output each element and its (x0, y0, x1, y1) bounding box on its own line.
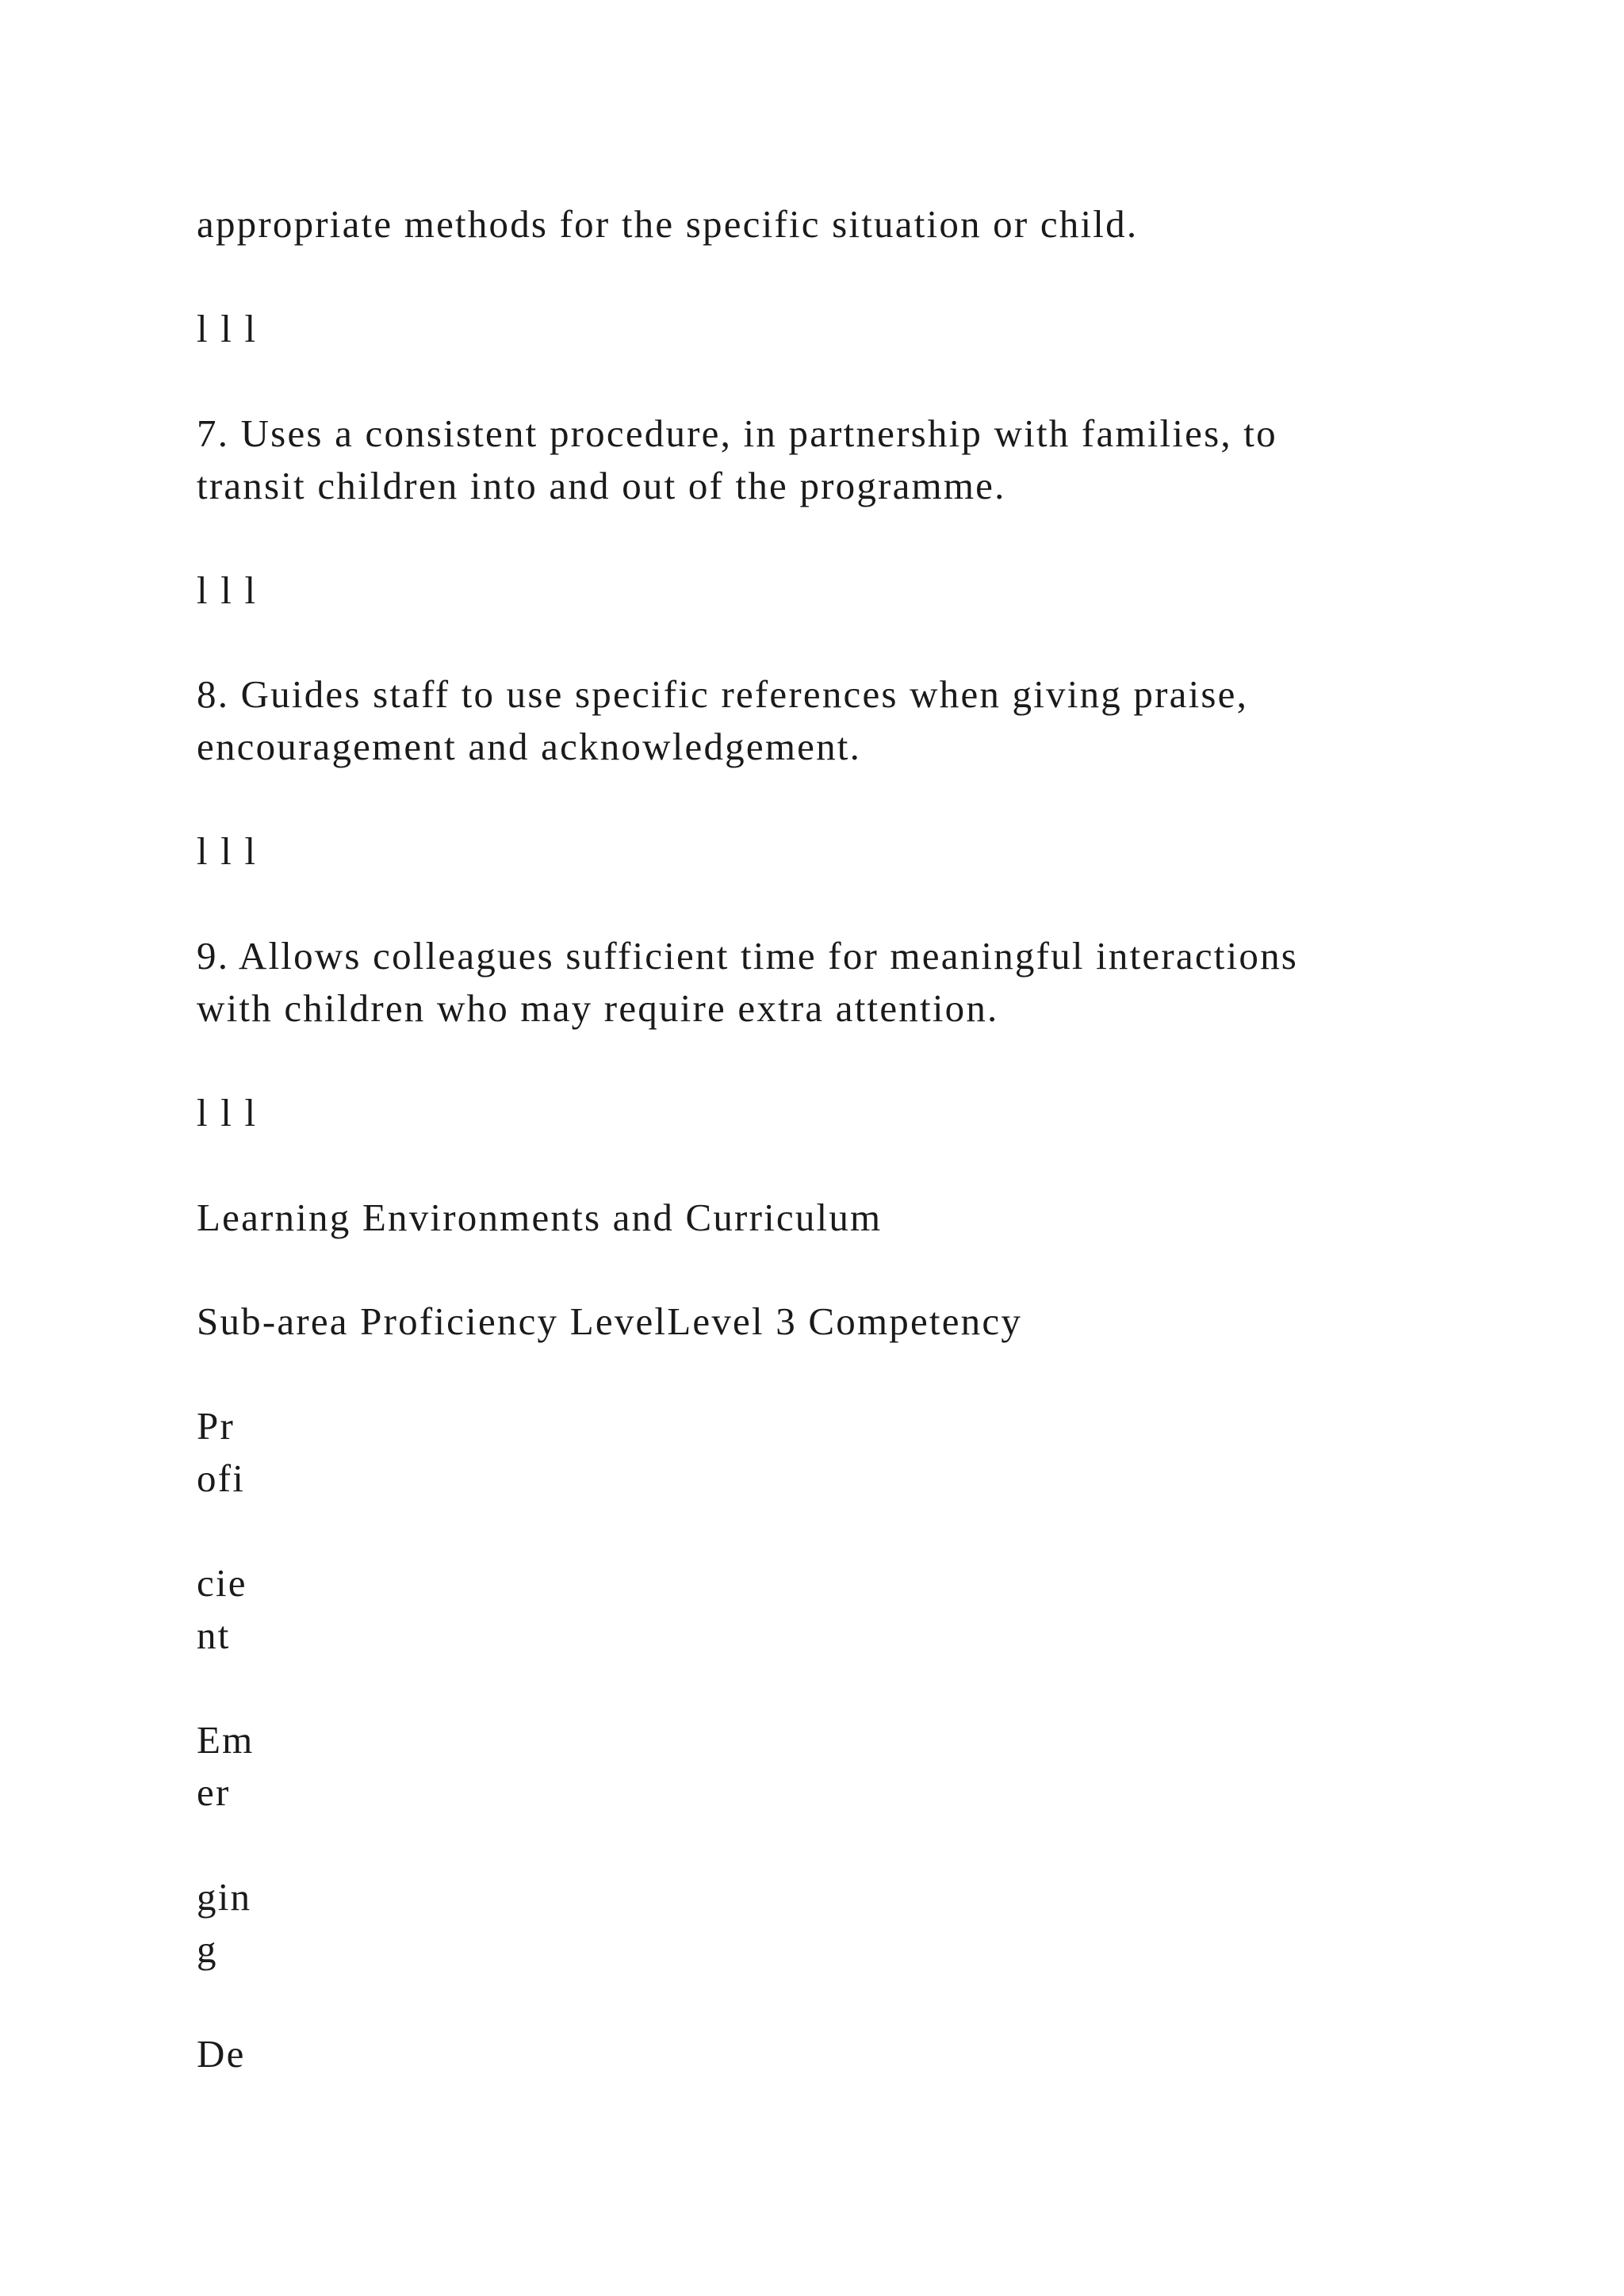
rating-marks: l l l (197, 568, 258, 612)
column-label-fragment: ofi (197, 1456, 246, 1500)
column-label-fragment: er (197, 1770, 231, 1814)
item-7-line-1: 7. Uses a consistent procedure, in partnership with families, to (197, 411, 1277, 455)
column-label-fragment: Em (197, 1718, 255, 1762)
item-9-line-1: 9. Allows colleagues sufficient time for meaningful interactions (197, 934, 1299, 978)
column-label-fragment: Pr (197, 1404, 235, 1448)
item-7-line-2: transit children into and out of the programme. (197, 464, 1006, 507)
item-8-line-1: 8. Guides staff to use specific references when giving praise, (197, 672, 1249, 716)
column-label-fragment: gin (197, 1875, 252, 1919)
column-label-fragment: cie (197, 1561, 247, 1605)
rating-marks: l l l (197, 307, 258, 350)
table-header-text: Sub-area Proficiency LevelLevel 3 Competency (197, 1299, 1023, 1343)
item-8-line-2: encouragement and acknowledgement. (197, 725, 862, 768)
column-label-fragment: g (197, 1927, 218, 1971)
item-9-line-2: with children who may require extra attention. (197, 986, 999, 1030)
body-text-line: appropriate methods for the specific situation or child. (197, 202, 1139, 246)
section-heading: Learning Environments and Curriculum (197, 1196, 883, 1239)
column-label-fragment: nt (197, 1613, 231, 1657)
rating-marks: l l l (197, 829, 258, 873)
rating-marks: l l l (197, 1091, 258, 1135)
column-label-fragment: De (197, 2032, 246, 2076)
